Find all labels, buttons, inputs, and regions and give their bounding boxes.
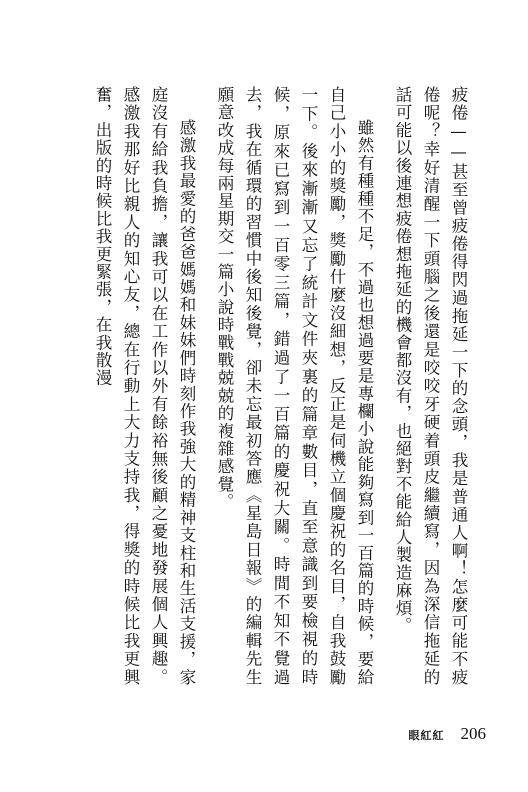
page-number: 206 — [460, 724, 486, 743]
paragraph-tiredness: 疲倦——甚至曾疲倦得閃過拖延一下的念頭，我是普通人啊！怎麼可能不疲倦呢？幸好清醒一下頭腦之後還是咬咬牙硬着頭皮繼續寫，因為深信拖延的話可能以後連想疲倦想拖延的機會都沒有，也絕對不能給人製造麻煩。 — [393, 86, 468, 686]
vertical-text-body — [52, 86, 472, 686]
paragraph-column-milestone: 雖然有種種不足，不過也想過要是專欄小說能夠寫到一百篇的時候，要給自己小小的獎勵，獎勵什麼沒細想，反正是伺機立個慶祝的名目，自我鼓勵一下。後來漸漸又忘了統計文件夾裏的篇章數目，直至意識到要檢視的時候，原來已寫到一百零三篇，錯過了一百篇的慶祝大關。時間不知不覺過去，我在循環的習慣中後知後覺，卻未忘最初答應《星島日報》的編輯先生願意改成每兩星期交一篇小說時戰戰兢兢的複雜感覺。 — [215, 86, 374, 686]
running-book-title: 眼紅紅 — [408, 729, 445, 742]
paragraph-gratitude: 感激我最愛的爸爸媽媽和妹妹們時刻作我強大的精神支柱和生活支援，家庭沒有給我負擔，讓我可以在工作以外有餘裕無後顧之憂地發展個人興趣。感激我那好比親人的知心友，總在行動上大力支持我，得獎的時候比我更興奮，出版的時候比我更緊張，在我散漫 — [93, 86, 196, 686]
page-footer — [409, 724, 487, 744]
